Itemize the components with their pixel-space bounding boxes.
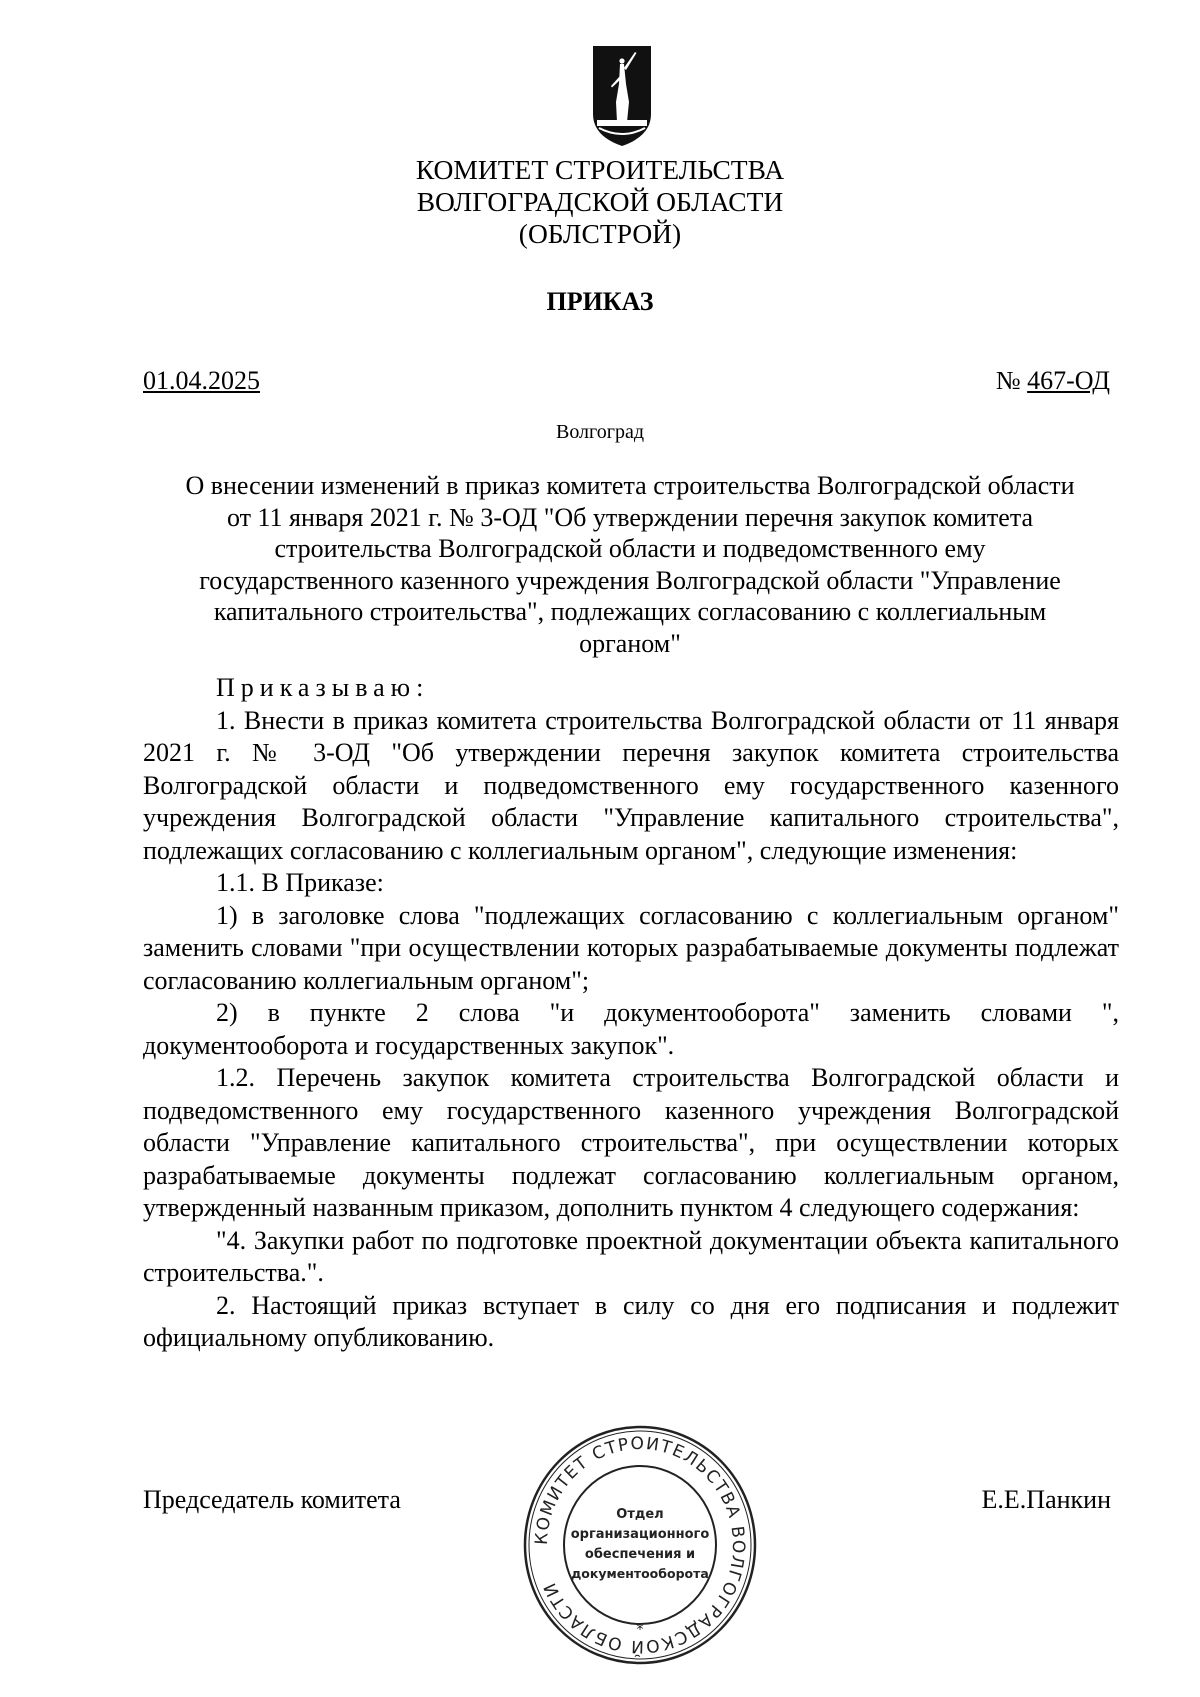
seal-center-line: Отдел xyxy=(616,1507,664,1522)
coat-of-arms-icon xyxy=(591,44,653,148)
paragraph-1: 1. Внести в приказ комитета строительства Волгоградской области от 11 января 2021 г. № 3-ОД "Об утверждении перечня закупок комитета строительства Волгоградской области и подведомственного ему государственного казенного учреждения Волгоградской области "Управление капитального строительства", подлежащих согласованию с коллегиальным органом", следующие изменения: xyxy=(143,705,1119,865)
seal-center-line: документооборота xyxy=(571,1566,709,1581)
seal-center-line: организационного xyxy=(570,1527,710,1542)
seal-star-icon: * xyxy=(636,1622,644,1638)
seal-center-line: обеспечения и xyxy=(584,1547,696,1562)
subject-line: от 11 января 2021 г. № 3-ОД "Об утверждении перечня закупок комитета xyxy=(226,502,1034,532)
number-value: 467-ОД xyxy=(1027,366,1110,395)
subject-line: строительства Волгоградской области и подведомственного ему xyxy=(274,534,986,563)
subject-line: О внесении изменений в приказ комитета строительства Волгоградской области xyxy=(185,471,1075,500)
signer-position: Председатель комитета xyxy=(143,1485,401,1514)
org-line: (ОБЛСТРОЙ) xyxy=(518,218,682,249)
document-title: ПРИКАЗ xyxy=(546,287,654,316)
order-number xyxy=(996,366,1110,396)
paragraph-1-1: 1.1. В Приказе: xyxy=(216,868,384,897)
org-line: КОМИТЕТ СТРОИТЕЛЬСТВА xyxy=(415,154,785,185)
order-body xyxy=(143,672,1119,1355)
official-seal-stamp xyxy=(520,1420,760,1670)
city: Волгоград xyxy=(555,421,645,443)
org-line: ВОЛГОГРАДСКОЙ ОБЛАСТИ xyxy=(416,186,784,217)
order-word: Приказываю: xyxy=(216,673,430,702)
order-word-paragraph xyxy=(143,672,1119,705)
paragraph-1-1-1: 1) в заголовке слова "подлежащих согласованию с коллегиальным органом" заменить словами "при осуществлении которых разрабатываемые документы подлежат согласованию коллегиальным органом"; xyxy=(143,900,1119,995)
number-prefix: № xyxy=(995,366,1028,395)
subject-line: государственного казенного учреждения Волгоградской области "Управление xyxy=(199,565,1061,595)
paragraph-1-2-quote: "4. Закупки работ по подготовке проектной документации объекта капитального строительства.". xyxy=(143,1225,1119,1287)
signer-name: Е.Е.Панкин xyxy=(981,1485,1111,1514)
paragraph-2: 2. Настоящий приказ вступает в силу со дня его подписания и подлежит официальному опубликованию. xyxy=(143,1290,1119,1352)
paragraph-1-2: 1.2. Перечень закупок комитета строительства Волгоградской области и подведомственного ему государственного казенного учреждения Волгоградской области "Управление капитального строительства", при осуществлении которых разрабатываемые документы подлежат согласованию коллегиальным органом, утвержденный названным приказом, дополнить пунктом 4 следующего содержания: xyxy=(143,1063,1119,1222)
subject-line: капитального строительства", подлежащих согласованию с коллегиальным xyxy=(213,597,1047,626)
seal-ring-text: КОМИТЕТ СТРОИТЕЛЬСТВА ВОЛГОГРАДСКОЙ ОБЛАСТИ xyxy=(531,1433,749,1657)
subject-line: органом" xyxy=(579,628,681,658)
paragraph-1-1-2: 2) в пункте 2 слова "и документооборота" заменить словами ", документооборота и государственных закупок". xyxy=(143,998,1119,1060)
order-date: 01.04.2025 xyxy=(143,366,260,395)
order-subject xyxy=(140,470,1120,659)
organization-name xyxy=(0,154,1200,250)
